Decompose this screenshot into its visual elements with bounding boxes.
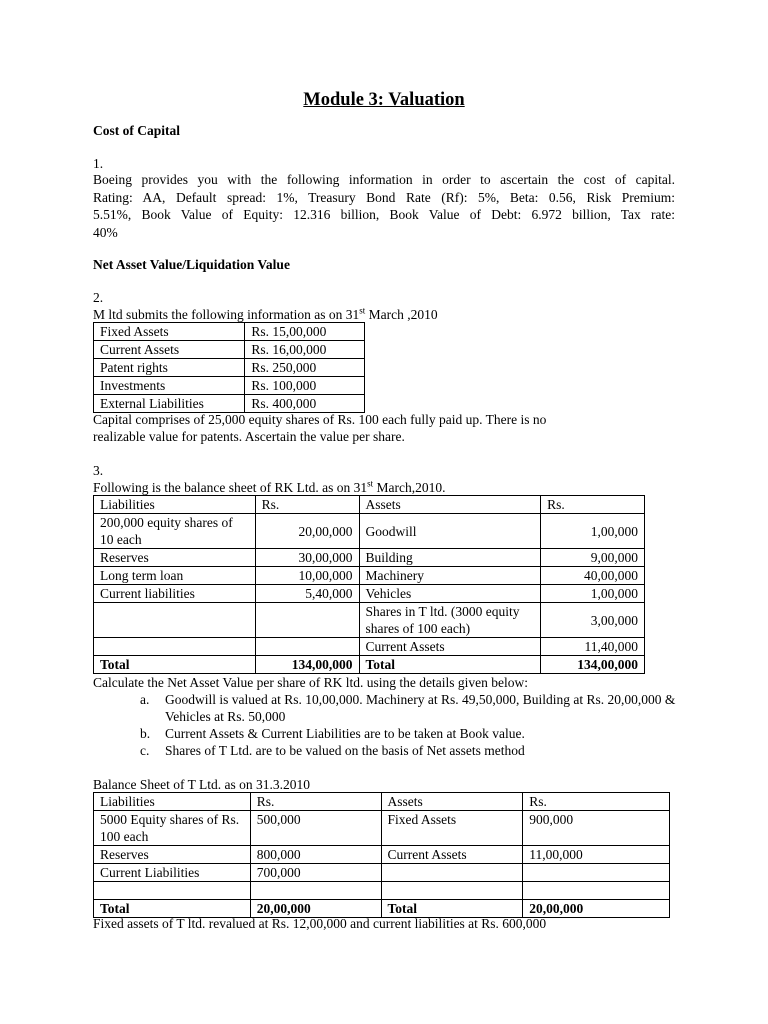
table-cell — [94, 882, 251, 900]
question-number-1: 1. — [93, 156, 104, 171]
section-heading-cost-of-capital: Cost of Capital — [93, 123, 180, 138]
table-cell: Current Assets — [359, 638, 541, 656]
table-cell: Shares in T ltd. (3000 equity shares of 100 each) — [359, 603, 541, 638]
table-header-cell: Assets — [381, 793, 523, 811]
table-row — [94, 514, 645, 549]
section-heading-nav: Net Asset Value/Liquidation Value — [93, 257, 290, 272]
table-row — [94, 377, 365, 395]
table-row — [94, 567, 645, 585]
table-cell: 800,000 — [250, 846, 381, 864]
table-cell: Patent rights — [94, 359, 245, 377]
table-cell — [94, 603, 256, 638]
table-row — [94, 341, 365, 359]
footer-note: Fixed assets of T ltd. revalued at Rs. 12,00,000 and current liabilities at Rs. 600,000 — [93, 916, 547, 931]
table-row — [94, 359, 365, 377]
table-cell: Investments — [94, 377, 245, 395]
text-line: Boeing provides you with the following information in order to ascertain the cost of capital. — [93, 172, 675, 187]
table-cell: Rs. 15,00,000 — [245, 323, 365, 341]
table-cell: Rs. 100,000 — [245, 377, 365, 395]
table-header-cell: Liabilities — [94, 793, 251, 811]
question-number-3: 3. — [93, 463, 104, 478]
table-cell — [255, 603, 359, 638]
table-cell — [523, 882, 670, 900]
table-cell: 200,000 equity shares of 10 each — [94, 514, 256, 549]
table-cell — [381, 864, 523, 882]
instruction-list — [140, 691, 695, 759]
table-cell: Reserves — [94, 549, 256, 567]
table-cell: Current Assets — [94, 341, 245, 359]
table-cell: 20,00,000 — [250, 900, 381, 918]
table-cell: Total — [94, 900, 251, 918]
table-cell: 1,00,000 — [541, 514, 645, 549]
intro-text: M ltd submits the following information as on 31 — [93, 307, 360, 322]
table-row — [94, 882, 670, 900]
table-header-cell: Rs. — [523, 793, 670, 811]
table-cell: 5000 Equity shares of Rs. 100 each — [94, 811, 251, 846]
table-cell: Rs. 250,000 — [245, 359, 365, 377]
table-row — [94, 846, 670, 864]
rk-balance-sheet-table — [93, 495, 645, 674]
table-cell: 20,00,000 — [523, 900, 670, 918]
t-ltd-balance-sheet-table — [93, 792, 670, 918]
table-cell: 1,00,000 — [541, 585, 645, 603]
intro-text: Following is the balance sheet of RK Ltd. as on 31 — [93, 480, 368, 495]
table-header-cell: Rs. — [250, 793, 381, 811]
table-cell: Rs. 400,000 — [245, 395, 365, 413]
table-row — [94, 549, 645, 567]
table-cell: Vehicles — [359, 585, 541, 603]
table-cell: Total — [359, 656, 541, 674]
table-cell: 30,00,000 — [255, 549, 359, 567]
table-cell: Machinery — [359, 567, 541, 585]
list-marker: b. — [140, 726, 151, 741]
table-cell: 20,00,000 — [255, 514, 359, 549]
question-3-instruction: Calculate the Net Asset Value per share of RK ltd. using the details given below: — [93, 675, 529, 690]
table-row — [94, 864, 670, 882]
question-2-text-line: Capital comprises of 25,000 equity shares of Rs. 100 each fully paid up. There is no — [93, 412, 547, 427]
question-3-intro — [93, 479, 445, 496]
table-cell: Fixed Assets — [94, 323, 245, 341]
list-marker: a. — [140, 692, 150, 707]
table-header-cell: Rs. — [541, 496, 645, 514]
t-ltd-heading: Balance Sheet of T Ltd. as on 31.3.2010 — [93, 777, 310, 792]
question-2-intro — [93, 306, 438, 323]
table-cell: External Liabilities — [94, 395, 245, 413]
table-row — [94, 638, 645, 656]
list-marker: c. — [140, 743, 150, 758]
table-cell: Reserves — [94, 846, 251, 864]
list-item — [140, 691, 695, 725]
table-cell: Current liabilities — [94, 585, 256, 603]
table-row — [94, 395, 365, 413]
table-row — [94, 811, 670, 846]
table-cell: Total — [94, 656, 256, 674]
table-cell: 134,00,000 — [541, 656, 645, 674]
table-header-cell: Rs. — [255, 496, 359, 514]
table-cell — [523, 864, 670, 882]
table-cell: Long term loan — [94, 567, 256, 585]
question-number-2: 2. — [93, 290, 104, 305]
table-cell: 40,00,000 — [541, 567, 645, 585]
table-cell: Fixed Assets — [381, 811, 523, 846]
table-cell: 10,00,000 — [255, 567, 359, 585]
list-item — [140, 725, 695, 742]
table-cell: Building — [359, 549, 541, 567]
table-cell: Total — [381, 900, 523, 918]
table-header-cell: Assets — [359, 496, 541, 514]
text-line: 5.51%, Book Value of Equity: 12.316 billion, Book Value of Debt: 6.972 billion, Tax rate: — [93, 207, 675, 222]
table-cell — [255, 638, 359, 656]
table-cell: Current Assets — [381, 846, 523, 864]
question-1-text — [93, 171, 675, 241]
table-row — [94, 603, 645, 638]
table-cell: 3,00,000 — [541, 603, 645, 638]
table-cell: 9,00,000 — [541, 549, 645, 567]
question-2-text-line: realizable value for patents. Ascertain the value per share. — [93, 429, 405, 444]
list-text: Goodwill is valued at Rs. 10,00,000. Machinery at Rs. 49,50,000, Building at Rs. 20,00,000 & Vehicles at Rs. 50,000 — [165, 692, 676, 724]
page-title: Module 3: Valuation — [303, 90, 465, 110]
table-row — [94, 323, 365, 341]
table-cell: 700,000 — [250, 864, 381, 882]
table-cell: 500,000 — [250, 811, 381, 846]
table-cell: 134,00,000 — [255, 656, 359, 674]
table-cell: Current Liabilities — [94, 864, 251, 882]
table-cell — [250, 882, 381, 900]
table-cell: 900,000 — [523, 811, 670, 846]
intro-text: March ,2010 — [365, 307, 438, 322]
intro-text: March,2010. — [373, 480, 446, 495]
m-ltd-table — [93, 322, 365, 413]
table-cell: 11,00,000 — [523, 846, 670, 864]
list-item — [140, 742, 695, 759]
table-cell — [94, 638, 256, 656]
table-total-row — [94, 656, 645, 674]
superscript: st — [359, 305, 366, 316]
table-cell: Goodwill — [359, 514, 541, 549]
table-cell: Rs. 16,00,000 — [245, 341, 365, 359]
table-cell: 11,40,000 — [541, 638, 645, 656]
table-row — [94, 585, 645, 603]
list-text: Shares of T Ltd. are to be valued on the basis of Net assets method — [165, 743, 525, 758]
table-header-row — [94, 793, 670, 811]
table-cell: 5,40,000 — [255, 585, 359, 603]
text-line: 40% — [93, 224, 118, 240]
table-header-cell: Liabilities — [94, 496, 256, 514]
table-header-row — [94, 496, 645, 514]
list-text: Current Assets & Current Liabilities are to be taken at Book value. — [165, 726, 525, 741]
superscript: st — [367, 478, 374, 489]
table-cell — [381, 882, 523, 900]
text-line: Rating: AA, Default spread: 1%, Treasury Bond Rate (Rf): 5%, Beta: 0.56, Risk Premium: — [93, 189, 675, 205]
